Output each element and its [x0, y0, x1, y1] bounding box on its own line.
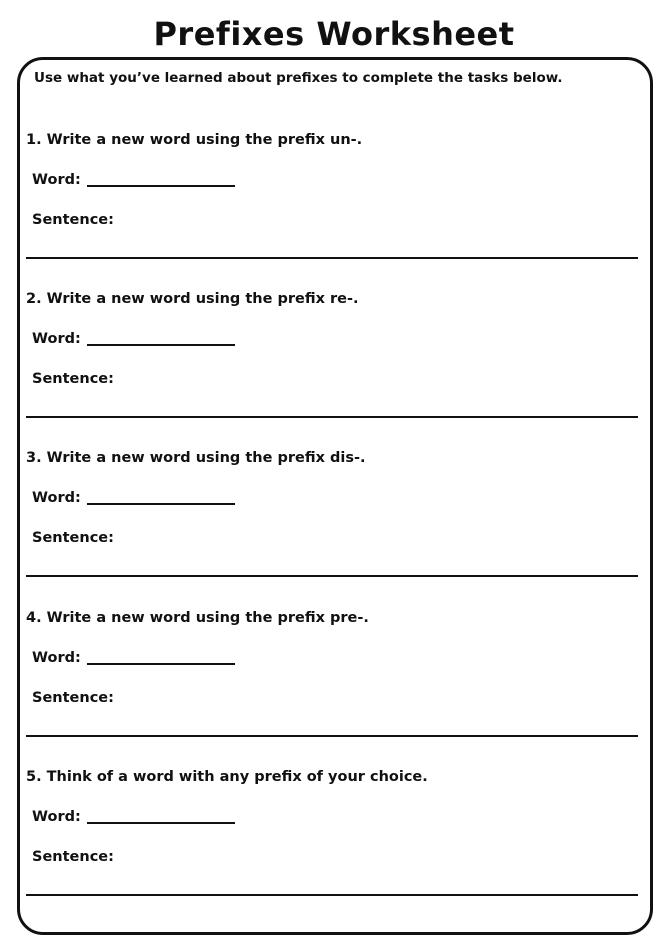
- sentence-answer-line[interactable]: [26, 735, 638, 737]
- task-heading: 2. Write a new word using the prefix re-.: [26, 291, 359, 307]
- task-3: [0, 447, 668, 607]
- word-row: [32, 328, 235, 350]
- word-answer-blank[interactable]: [87, 185, 235, 187]
- sentence-label: Sentence:: [32, 371, 114, 387]
- sentence-label: Sentence:: [32, 212, 114, 228]
- word-label: Word:: [32, 809, 81, 825]
- task-heading: 5. Think of a word with any prefix of your choice.: [26, 769, 428, 785]
- word-answer-blank[interactable]: [87, 344, 235, 346]
- task-2: [0, 288, 668, 448]
- task-heading: 1. Write a new word using the prefix un-.: [26, 132, 363, 148]
- word-row: [32, 487, 235, 509]
- word-label: Word:: [32, 650, 81, 666]
- word-row: [32, 169, 235, 191]
- word-label: Word:: [32, 490, 81, 506]
- word-label: Word:: [32, 331, 81, 347]
- word-answer-blank[interactable]: [87, 503, 235, 505]
- page-title: Prefixes Worksheet: [153, 15, 515, 53]
- sentence-label: Sentence:: [32, 690, 114, 706]
- task-1: [0, 129, 668, 289]
- word-answer-blank[interactable]: [87, 822, 235, 824]
- sentence-label: Sentence:: [32, 849, 114, 865]
- task-5: [0, 766, 668, 926]
- sentence-label: Sentence:: [32, 530, 114, 546]
- sentence-answer-line[interactable]: [26, 257, 638, 259]
- word-label: Word:: [32, 172, 81, 188]
- word-answer-blank[interactable]: [87, 663, 235, 665]
- task-4: [0, 607, 668, 767]
- sentence-answer-line[interactable]: [26, 894, 638, 896]
- task-heading: 4. Write a new word using the prefix pre-.: [26, 610, 369, 626]
- sentence-answer-line[interactable]: [26, 416, 638, 418]
- word-row: [32, 647, 235, 669]
- sentence-answer-line[interactable]: [26, 575, 638, 577]
- task-heading: 3. Write a new word using the prefix dis-.: [26, 450, 366, 466]
- word-row: [32, 806, 235, 828]
- instructions: Use what you’ve learned about prefixes to complete the tasks below.: [34, 70, 563, 86]
